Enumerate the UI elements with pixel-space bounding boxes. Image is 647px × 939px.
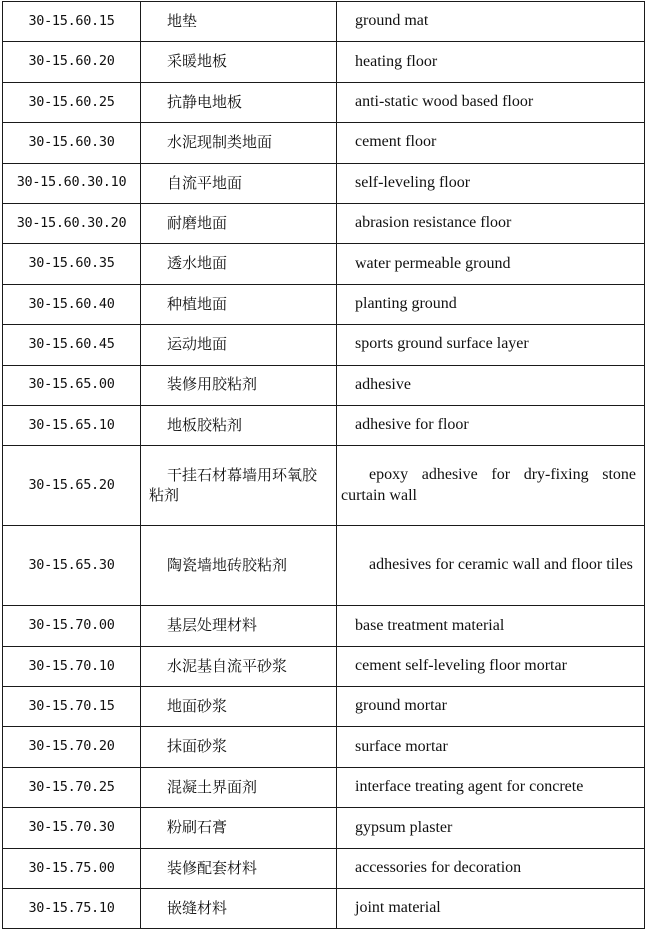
table-row xyxy=(3,848,645,888)
term-code: 30-15.70.30 xyxy=(3,808,141,848)
term-english: heating floor xyxy=(337,42,645,82)
term-code: 30-15.65.10 xyxy=(3,405,141,445)
term-english: cement self-leveling floor mortar xyxy=(337,646,645,686)
term-english: accessories for decoration xyxy=(337,848,645,888)
term-code: 30-15.60.20 xyxy=(3,42,141,82)
term-chinese: 抹面砂浆 xyxy=(141,727,337,767)
term-chinese: 自流平地面 xyxy=(141,163,337,203)
table-row xyxy=(3,526,645,606)
term-english: sports ground surface layer xyxy=(337,325,645,365)
term-code: 30-15.60.40 xyxy=(3,284,141,324)
term-english: water permeable ground xyxy=(337,244,645,284)
term-chinese: 地板胶粘剂 xyxy=(141,405,337,445)
term-english: base treatment material xyxy=(337,606,645,646)
term-english: abrasion resistance floor xyxy=(337,203,645,243)
terms-table xyxy=(2,1,645,929)
term-english: cement floor xyxy=(337,123,645,163)
table-row xyxy=(3,163,645,203)
term-english: adhesive for floor xyxy=(337,405,645,445)
table-row xyxy=(3,727,645,767)
term-code: 30-15.70.00 xyxy=(3,606,141,646)
term-chinese: 水泥现制类地面 xyxy=(141,123,337,163)
term-chinese: 干挂石材幕墙用环氧胶粘剂 xyxy=(141,446,337,526)
term-chinese: 粉刷石膏 xyxy=(141,808,337,848)
term-english: surface mortar xyxy=(337,727,645,767)
term-english: gypsum plaster xyxy=(337,808,645,848)
term-code: 30-15.60.30.10 xyxy=(3,163,141,203)
table-row xyxy=(3,446,645,526)
term-chinese: 基层处理材料 xyxy=(141,606,337,646)
term-code: 30-15.75.10 xyxy=(3,889,141,929)
term-code: 30-15.75.00 xyxy=(3,848,141,888)
term-code: 30-15.60.30 xyxy=(3,123,141,163)
term-code: 30-15.70.10 xyxy=(3,646,141,686)
term-chinese: 嵌缝材料 xyxy=(141,889,337,929)
term-code: 30-15.70.15 xyxy=(3,687,141,727)
term-chinese: 陶瓷墙地砖胶粘剂 xyxy=(141,526,337,606)
term-code: 30-15.60.30.20 xyxy=(3,203,141,243)
term-chinese: 耐磨地面 xyxy=(141,203,337,243)
term-chinese: 地面砂浆 xyxy=(141,687,337,727)
table-row xyxy=(3,284,645,324)
table-row xyxy=(3,2,645,42)
term-chinese: 装修用胶粘剂 xyxy=(141,365,337,405)
table-row xyxy=(3,405,645,445)
term-english: self-leveling floor xyxy=(337,163,645,203)
term-chinese: 装修配套材料 xyxy=(141,848,337,888)
term-code: 30-15.70.20 xyxy=(3,727,141,767)
table-row xyxy=(3,244,645,284)
term-english: adhesive xyxy=(337,365,645,405)
table-row xyxy=(3,889,645,929)
term-english: planting ground xyxy=(337,284,645,324)
term-code: 30-15.60.35 xyxy=(3,244,141,284)
term-english: joint material xyxy=(337,889,645,929)
term-chinese: 种植地面 xyxy=(141,284,337,324)
term-code: 30-15.60.15 xyxy=(3,2,141,42)
term-english: interface treating agent for concrete xyxy=(337,767,645,807)
terms-table-body xyxy=(3,2,645,929)
table-row xyxy=(3,606,645,646)
term-english: ground mat xyxy=(337,2,645,42)
term-code: 30-15.60.25 xyxy=(3,82,141,122)
table-row xyxy=(3,646,645,686)
term-chinese: 透水地面 xyxy=(141,244,337,284)
term-english: anti-static wood based floor xyxy=(337,82,645,122)
term-code: 30-15.65.20 xyxy=(3,446,141,526)
term-code: 30-15.60.45 xyxy=(3,325,141,365)
term-chinese: 运动地面 xyxy=(141,325,337,365)
table-row xyxy=(3,325,645,365)
table-row xyxy=(3,82,645,122)
term-english: adhesives for ceramic wall and floor tiles xyxy=(337,526,645,606)
term-code: 30-15.70.25 xyxy=(3,767,141,807)
term-chinese: 采暖地板 xyxy=(141,42,337,82)
term-chinese: 水泥基自流平砂浆 xyxy=(141,646,337,686)
term-code: 30-15.65.30 xyxy=(3,526,141,606)
table-row xyxy=(3,767,645,807)
term-chinese: 混凝土界面剂 xyxy=(141,767,337,807)
table-row xyxy=(3,42,645,82)
table-row xyxy=(3,203,645,243)
table-row xyxy=(3,123,645,163)
table-row xyxy=(3,687,645,727)
table-row xyxy=(3,365,645,405)
term-english: epoxy adhesive for dry-fixing stone curtain wall xyxy=(337,446,645,526)
term-english: ground mortar xyxy=(337,687,645,727)
term-code: 30-15.65.00 xyxy=(3,365,141,405)
term-chinese: 地垫 xyxy=(141,2,337,42)
term-chinese: 抗静电地板 xyxy=(141,82,337,122)
table-row xyxy=(3,808,645,848)
